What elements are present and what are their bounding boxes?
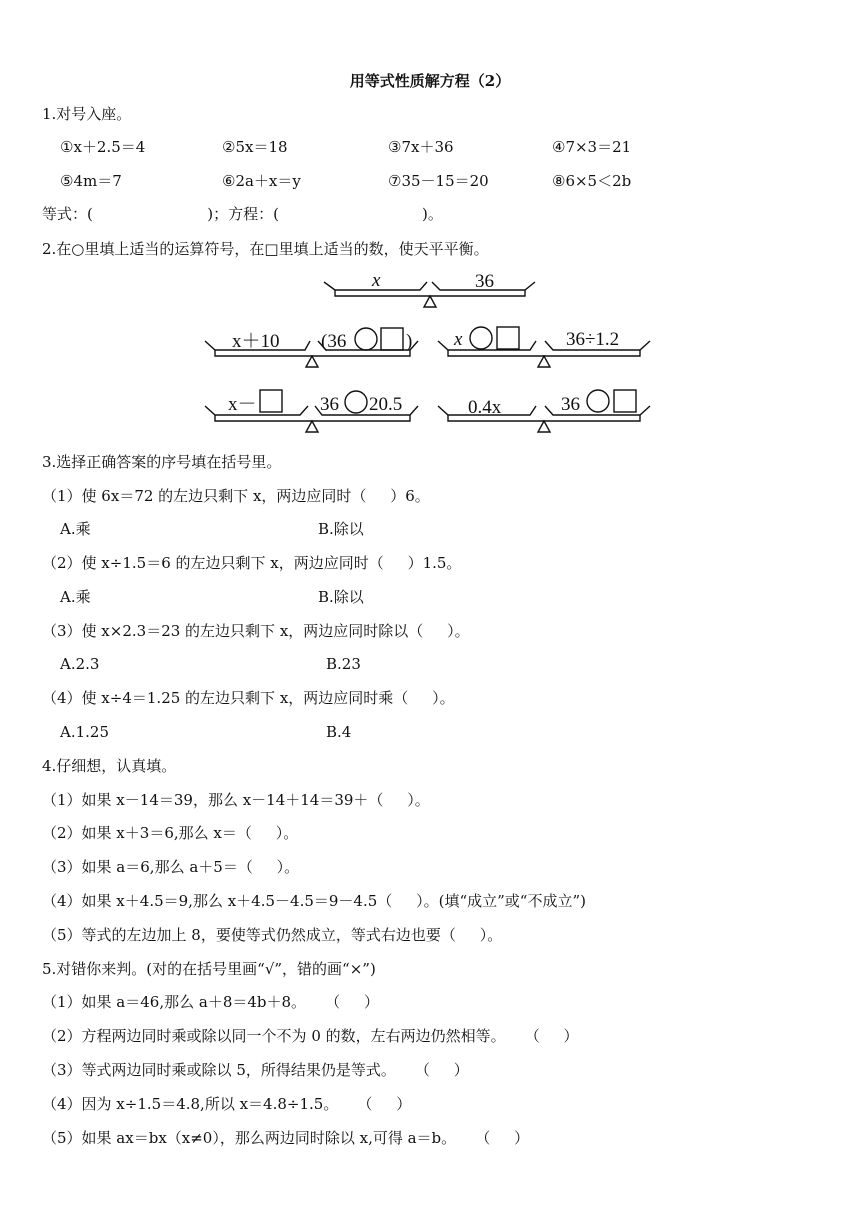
balance-diagrams	[0, 268, 860, 448]
balance-top-right-label: 36	[475, 271, 494, 292]
q5-item[interactable]: （5）如果 ax＝bx（x≠0），那么两边同时除以 x,可得 a＝b。 （ ）	[42, 1129, 530, 1147]
q1-item: ①x＋2.5＝4	[60, 138, 146, 156]
q3-question: （2）使 x÷1.5＝6 的左边只剩下 x，两边应同时（ ）1.5。	[42, 554, 462, 572]
balance-bot-right-right-label: 36	[561, 394, 580, 415]
q1-item: ④7×3＝21	[552, 138, 632, 156]
q1-item: ⑥2a＋x＝y	[222, 172, 301, 190]
q2-heading: 2.在○里填上适当的运算符号，在□里填上适当的数，使天平平衡。	[42, 240, 489, 258]
q4-item[interactable]: （1）如果 x－14＝39，那么 x－14＋14＝39＋（ ）。	[42, 791, 430, 809]
q3-option-b[interactable]: B.23	[326, 655, 361, 673]
q4-item[interactable]: （4）如果 x＋4.5＝9,那么 x＋4.5－4.5＝9－4.5（ ）。(填“成立”或“不成立”)	[42, 892, 586, 910]
q5-heading: 5.对错你来判。(对的在括号里画“√”，错的画“×”)	[42, 960, 376, 978]
balance-mid-left-right-label: (36	[321, 331, 347, 352]
q1-heading: 1.对号入座。	[42, 105, 132, 123]
q3-option-b[interactable]: B.除以	[318, 520, 364, 538]
q3-heading: 3.选择正确答案的序号填在括号里。	[42, 453, 282, 471]
q1-item: ⑤4m＝7	[60, 172, 122, 190]
balance-mid-right-right-label: 36÷1.2	[566, 329, 620, 350]
balance-bot-left-right-label: 36	[320, 394, 339, 415]
balance-mid-left-left-label: x＋10	[232, 331, 280, 352]
q3-option-a[interactable]: A.乘	[60, 520, 91, 538]
q3-question: （3）使 x×2.3＝23 的左边只剩下 x，两边应同时除以（ ）。	[42, 622, 470, 640]
q1-item: ⑦35－15＝20	[388, 172, 489, 190]
q3-question: （4）使 x÷4＝1.25 的左边只剩下 x，两边应同时乘（ ）。	[42, 689, 455, 707]
q1-item: ③7x＋36	[388, 138, 454, 156]
q1-answer-line[interactable]: 等式：( )；方程：( )。	[42, 205, 443, 223]
balance-bot-left-right2-label: 20.5	[369, 394, 403, 415]
q3-option-a[interactable]: A.1.25	[60, 723, 109, 741]
q4-heading: 4.仔细想，认真填。	[42, 757, 177, 775]
q3-option-a[interactable]: A.乘	[60, 588, 91, 606]
q3-option-b[interactable]: B.除以	[318, 588, 364, 606]
balance-top	[324, 282, 535, 307]
balance-top-left-label: x	[372, 270, 381, 291]
page-title: 用等式性质解方程（2）	[349, 72, 511, 90]
q5-item[interactable]: （4）因为 x÷1.5＝4.8,所以 x＝4.8÷1.5。 （ ）	[42, 1095, 412, 1113]
q1-item: ②5x＝18	[222, 138, 288, 156]
q4-item[interactable]: （5）等式的左边加上 8，要使等式仍然成立，等式右边也要（ ）。	[42, 926, 503, 944]
balance-bot-left-left-label: x－	[228, 394, 257, 415]
q5-item[interactable]: （3）等式两边同时乘或除以 5，所得结果仍是等式。 （ ）	[42, 1061, 469, 1079]
q1-item: ⑧6×5＜2b	[552, 172, 632, 190]
q3-option-a[interactable]: A.2.3	[60, 655, 100, 673]
q3-option-b[interactable]: B.4	[326, 723, 352, 741]
q3-question: （1）使 6x＝72 的左边只剩下 x，两边应同时（ ）6。	[42, 487, 430, 505]
q5-item[interactable]: （1）如果 a＝46,那么 a＋8＝4b＋8。 （ ）	[42, 993, 379, 1011]
balance-mid-right-left-label: x	[454, 329, 463, 350]
q4-item[interactable]: （3）如果 a＝6,那么 a＋5＝（ ）。	[42, 858, 300, 876]
svg-text:): )	[406, 331, 413, 352]
balance-bot-right-left-label: 0.4x	[468, 397, 502, 418]
q5-item[interactable]: （2）方程两边同时乘或除以同一个不为 0 的数，左右两边仍然相等。 （ ）	[42, 1027, 579, 1045]
q4-item[interactable]: （2）如果 x＋3＝6,那么 x＝（ ）。	[42, 824, 299, 842]
